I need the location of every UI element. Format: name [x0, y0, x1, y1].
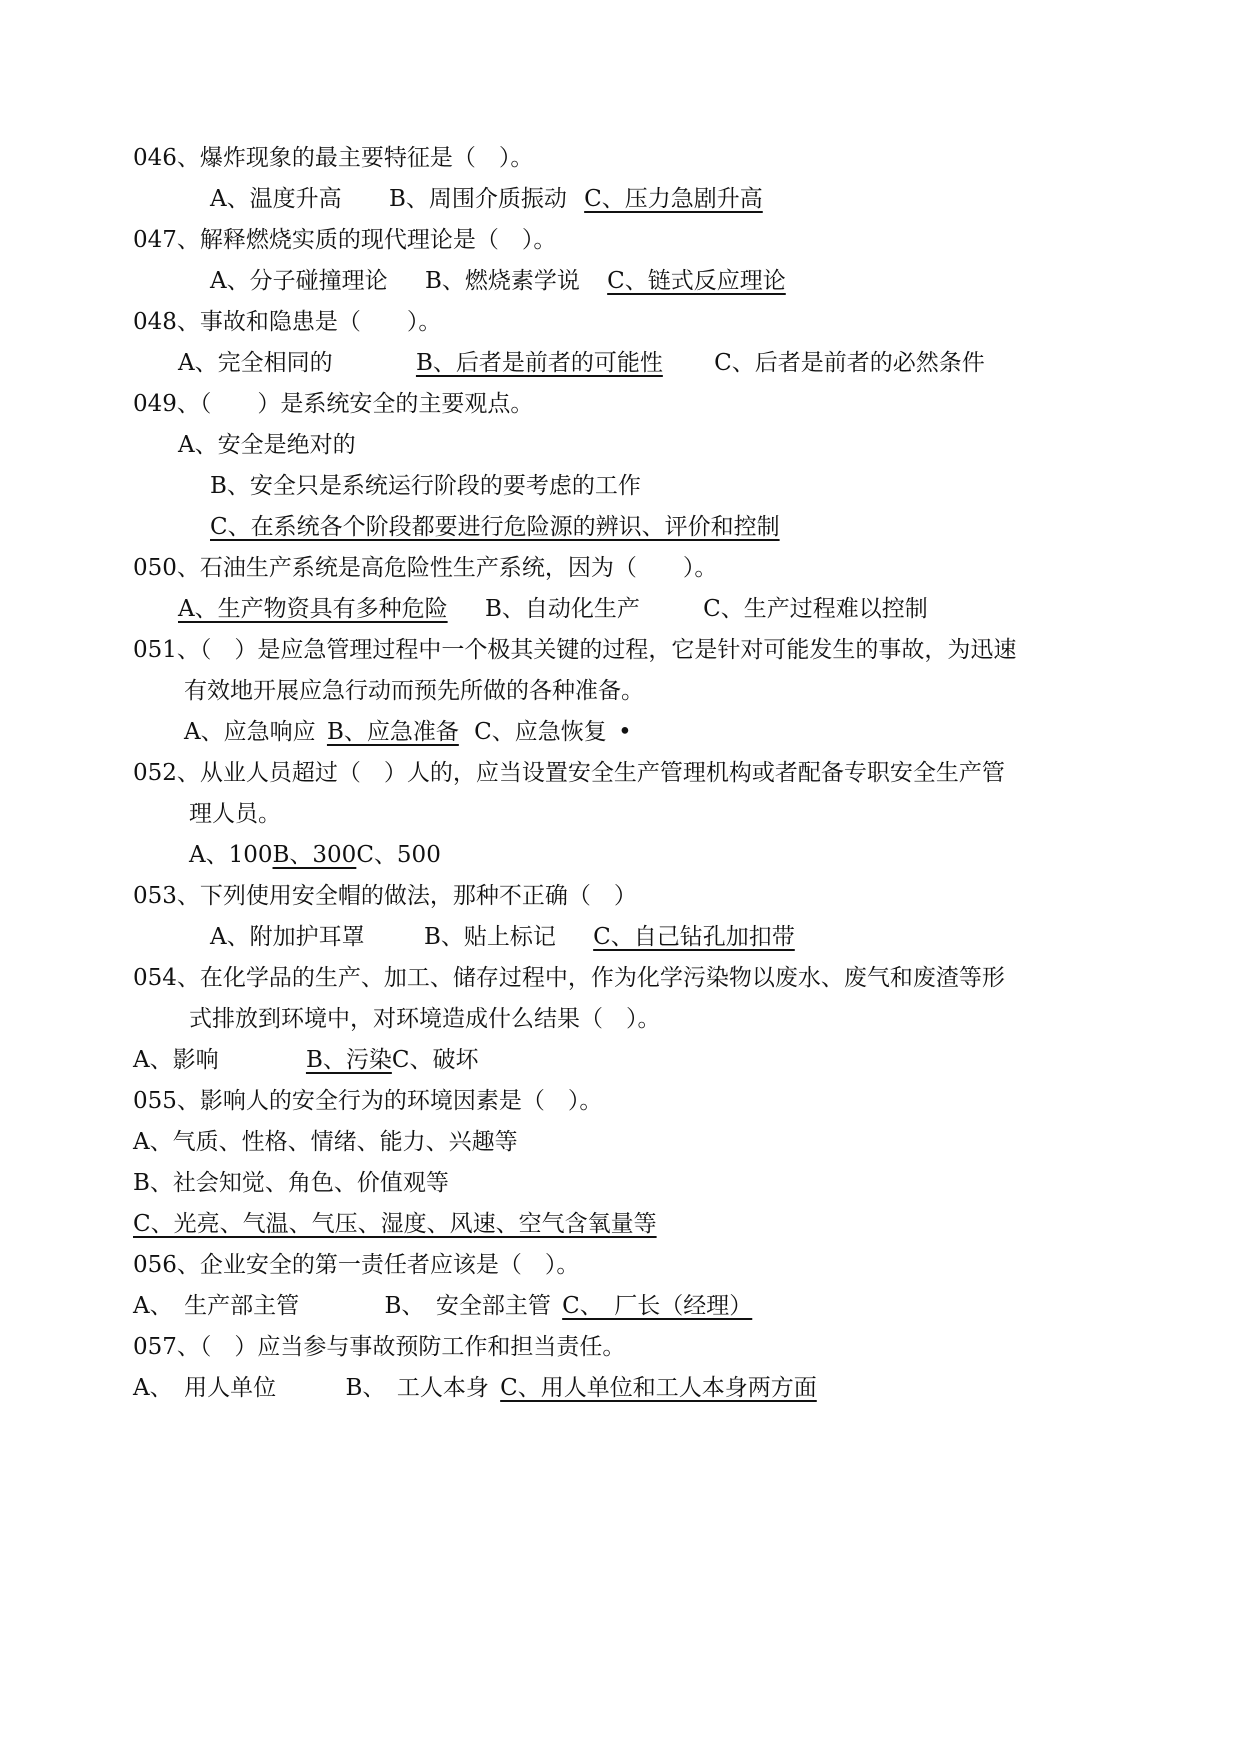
- question-text: 、企业安全的第一责任者应该是（ ）。: [176, 1252, 580, 1278]
- option-c: C、生产过程难以控制: [703, 596, 928, 622]
- question-054-stem-continued: 式排放到环境中，对环境造成什么结果（ ）。: [189, 1006, 661, 1032]
- question-number: 046: [133, 145, 177, 171]
- question-number: 052: [133, 760, 177, 786]
- option-b-answer: B、后者是前者的可能性: [415, 350, 663, 376]
- question-049-stem: [133, 389, 533, 419]
- question-051-stem: [133, 635, 1016, 665]
- question-text: 、事故和隐患是（ ）。: [176, 309, 442, 335]
- option-a: A、温度升高: [210, 186, 342, 212]
- option-a: A、应急响应: [184, 719, 316, 745]
- question-049-option-a: A、安全是绝对的: [178, 432, 356, 458]
- question-text: 、下列使用安全帽的做法，那种不正确（ ）: [176, 883, 637, 909]
- option-b-answer: B、污染: [305, 1047, 392, 1073]
- option-a: A、附加护耳罩: [210, 924, 365, 950]
- question-046-options: [210, 184, 763, 214]
- option-a-answer: A、生产物资具有多种危险: [178, 596, 448, 622]
- question-057-options: [133, 1373, 817, 1403]
- question-055-option-c-answer: C、光亮、气温、气压、湿度、风速、空气含氧量等: [133, 1211, 657, 1237]
- question-048-options: [178, 348, 985, 378]
- option-a: A、 用人单位: [133, 1375, 277, 1401]
- option-c-answer: C、用人单位和工人本身两方面: [500, 1375, 817, 1401]
- question-053-stem: [133, 881, 637, 911]
- option-c-answer: C、压力急剧升高: [584, 186, 763, 212]
- option-b: B、周围介质振动: [388, 186, 567, 212]
- question-number: 053: [133, 883, 177, 909]
- question-text: 、（ ）应当参与事故预防工作和担当责任。: [176, 1334, 626, 1360]
- option-c-answer: C、自己钻孔加扣带: [593, 924, 795, 950]
- question-054-options: [133, 1045, 478, 1075]
- question-056-stem: [133, 1250, 579, 1280]
- question-number: 051: [133, 637, 177, 663]
- option-a: A、 生产部主管: [133, 1293, 300, 1319]
- question-055-option-b: B、社会知觉、角色、价值观等: [133, 1170, 449, 1196]
- question-number: 055: [133, 1088, 177, 1114]
- question-text: 、（ ）是系统安全的主要观点。: [176, 391, 534, 417]
- option-a: A、分子碰撞理论: [210, 268, 388, 294]
- option-a: A、影响: [133, 1047, 219, 1073]
- option-c-answer: C、链式反应理论: [607, 268, 786, 294]
- option-c: C、后者是前者的必然条件: [714, 350, 985, 376]
- question-text: 、爆炸现象的最主要特征是（ ）。: [176, 145, 534, 171]
- question-text: 、解释燃烧实质的现代理论是（ ）。: [176, 227, 557, 253]
- question-056-options: [133, 1291, 752, 1321]
- question-055-option-a: A、气质、性格、情绪、能力、兴趣等: [133, 1129, 518, 1155]
- question-number: 054: [133, 965, 177, 991]
- question-number: 050: [133, 555, 177, 581]
- option-b-answer: B、应急准备: [326, 719, 459, 745]
- question-052-stem-continued: 理人员。: [189, 801, 281, 827]
- question-051-stem-continued: 有效地开展应急行动而预先所做的各种准备。: [184, 678, 644, 704]
- question-number: 057: [133, 1334, 177, 1360]
- question-050-options: [178, 594, 928, 624]
- option-c: C、500: [356, 842, 441, 868]
- option-b: B、自动化生产: [484, 596, 640, 622]
- question-046-stem: [133, 143, 533, 173]
- question-053-options: [210, 922, 795, 952]
- option-b-answer: B、300: [272, 842, 357, 868]
- question-text: 、从业人员超过（ ）人的，应当设置安全生产管理机构或者配备专职安全生产管: [176, 760, 1005, 786]
- question-051-options: [184, 717, 632, 747]
- question-054-stem: [133, 963, 1005, 993]
- question-text: 、（ ）是应急管理过程中一个极其关键的过程，它是针对可能发生的事故，为迅速: [176, 637, 1017, 663]
- question-049-option-c-answer: C、在系统各个阶段都要进行危险源的辨识、评价和控制: [210, 514, 780, 540]
- question-number: 048: [133, 309, 177, 335]
- question-057-stem: [133, 1332, 625, 1362]
- option-c: C、破坏: [391, 1047, 479, 1073]
- option-a: A、100: [189, 842, 273, 868]
- option-b: B、贴上标记: [423, 924, 556, 950]
- question-number: 049: [133, 391, 177, 417]
- question-text: 、在化学品的生产、加工、储存过程中，作为化学污染物以废水、废气和废渣等形: [176, 965, 1005, 991]
- question-055-stem: [133, 1086, 602, 1116]
- question-049-option-b: B、安全只是系统运行阶段的要考虑的工作: [210, 473, 641, 499]
- option-b: B、 安全部主管: [384, 1293, 551, 1319]
- bullet-mark: •: [618, 719, 632, 745]
- question-047-stem: [133, 225, 556, 255]
- option-b: B、燃烧素学说: [424, 268, 580, 294]
- option-b: B、 工人本身: [345, 1375, 489, 1401]
- question-text: 、石油生产系统是高危险性生产系统，因为（ ）。: [176, 555, 718, 581]
- question-052-options: [189, 840, 441, 870]
- question-050-stem: [133, 553, 717, 583]
- option-c-answer: C、 厂长（经理）: [562, 1293, 753, 1319]
- question-052-stem: [133, 758, 1005, 788]
- question-048-stem: [133, 307, 441, 337]
- question-number: 047: [133, 227, 177, 253]
- question-number: 056: [133, 1252, 177, 1278]
- question-text: 、影响人的安全行为的环境因素是（ ）。: [176, 1088, 603, 1114]
- option-c: C、应急恢复: [474, 719, 607, 745]
- question-047-options: [210, 266, 786, 296]
- option-a: A、完全相同的: [178, 350, 333, 376]
